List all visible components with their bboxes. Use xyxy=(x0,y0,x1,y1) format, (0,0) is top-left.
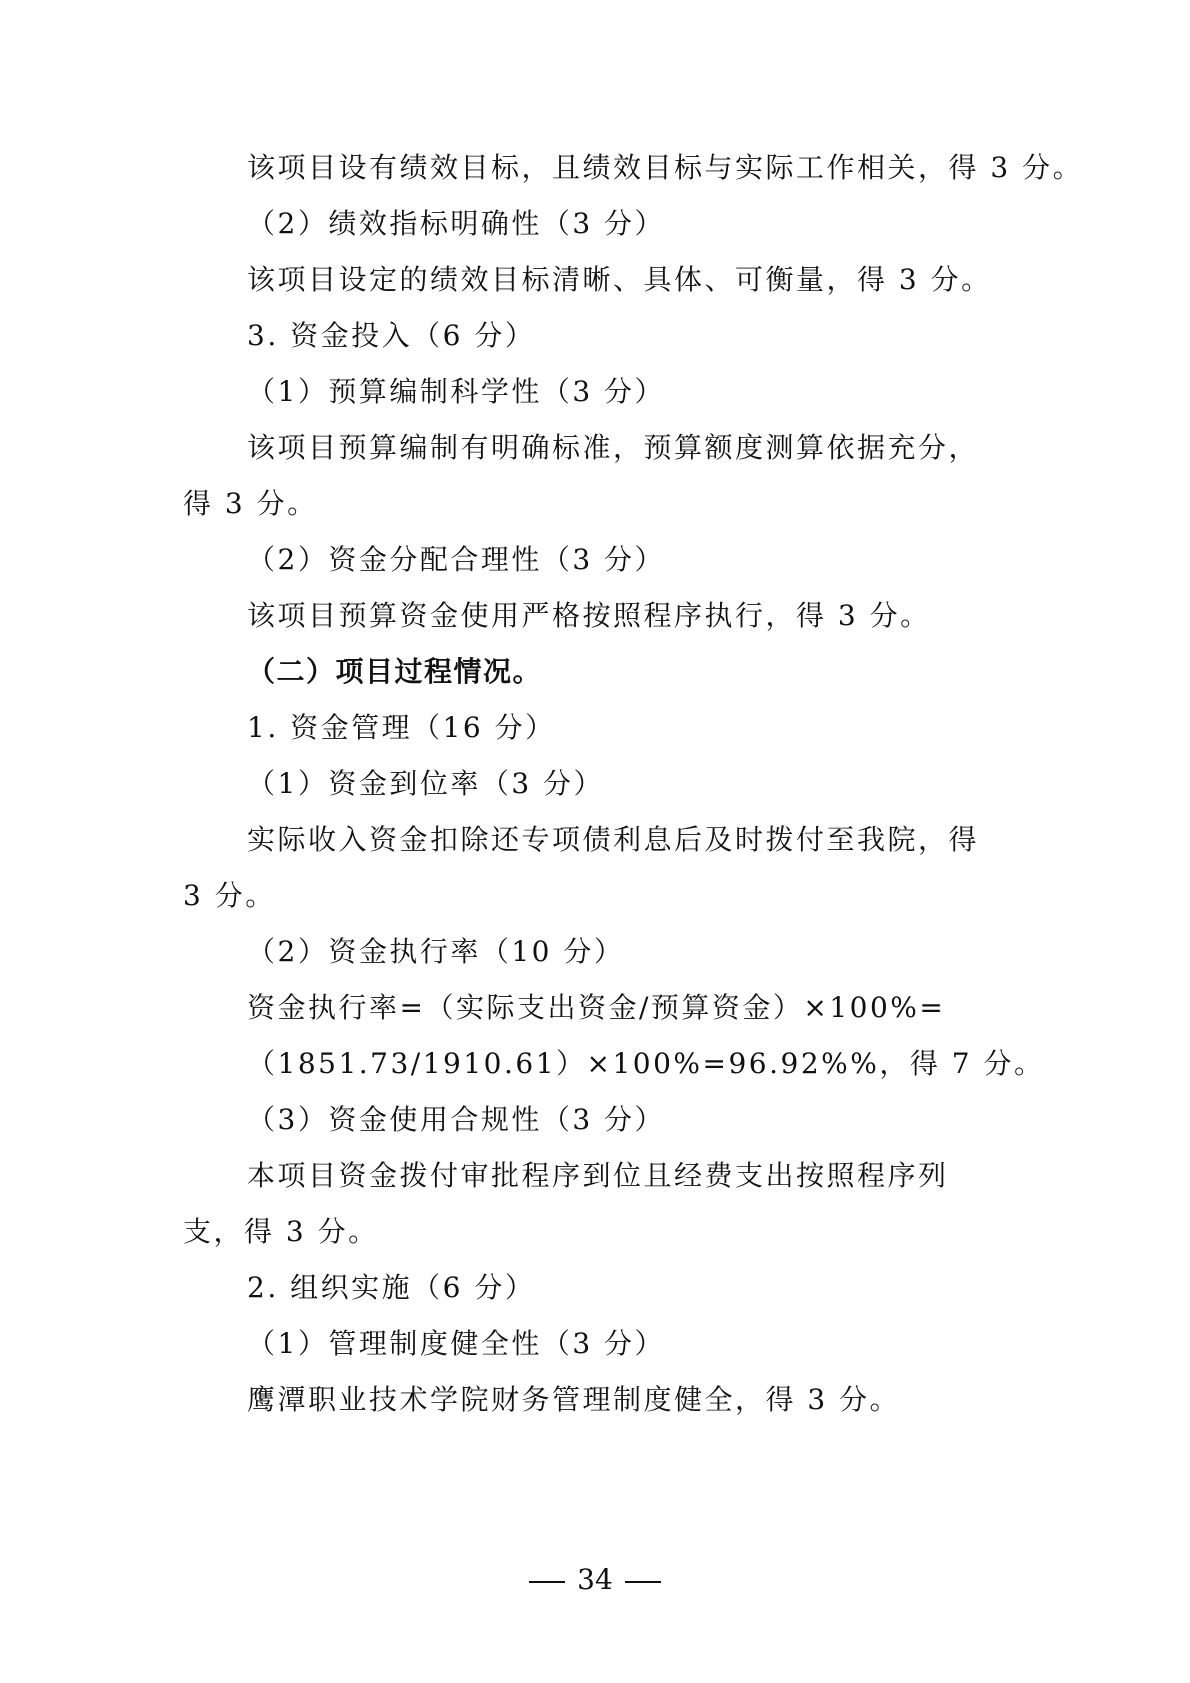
page-number: 34 xyxy=(577,1563,613,1596)
section-heading: 1. 资金管理（16 分） xyxy=(247,711,556,744)
paragraph-line: 本项目资金拨付审批程序到位且经费支出按照程序列 xyxy=(247,1159,949,1192)
formula-line: （1851.73/1910.61）×100%=96.92%%，得 7 分。 xyxy=(247,1047,1045,1080)
subsection-heading: （1）资金到位率（3 分） xyxy=(247,767,605,800)
subsection-heading: （2）资金执行率（10 分） xyxy=(247,935,625,968)
paragraph-line: 该项目设定的绩效目标清晰、具体、可衡量，得 3 分。 xyxy=(247,263,992,296)
subsection-heading: （3）资金使用合规性（3 分） xyxy=(247,1103,666,1136)
footer-dash-left xyxy=(529,1581,565,1583)
paragraph-line: 实际收入资金扣除还专项债利息后及时拨付至我院，得 xyxy=(247,823,980,856)
part-heading: （二）项目过程情况。 xyxy=(247,655,543,688)
paragraph-line: 得 3 分。 xyxy=(183,487,318,520)
subsection-heading: （1）预算编制科学性（3 分） xyxy=(247,375,666,408)
paragraph-line: 鹰潭职业技术学院财务管理制度健全，得 3 分。 xyxy=(247,1383,901,1416)
formula-line: 资金执行率=（实际支出资金/预算资金）×100%= xyxy=(247,991,946,1024)
paragraph-line: 支，得 3 分。 xyxy=(183,1215,379,1248)
subsection-heading: （2）资金分配合理性（3 分） xyxy=(247,543,666,576)
subsection-heading: （1）管理制度健全性（3 分） xyxy=(247,1327,666,1360)
paragraph-line: 3 分。 xyxy=(183,879,276,912)
section-heading: 2. 组织实施（6 分） xyxy=(247,1271,536,1304)
section-heading: 3. 资金投入（6 分） xyxy=(247,319,536,352)
paragraph-line: 该项目预算资金使用严格按照程序执行，得 3 分。 xyxy=(247,599,931,632)
page-footer xyxy=(0,1560,1190,1600)
subsection-heading: （2）绩效指标明确性（3 分） xyxy=(247,207,666,240)
footer-dash-right xyxy=(625,1581,661,1583)
paragraph-line: 该项目预算编制有明确标准，预算额度测算依据充分， xyxy=(247,431,980,464)
paragraph-line: 该项目设有绩效目标，且绩效目标与实际工作相关，得 3 分。 xyxy=(247,151,1084,184)
